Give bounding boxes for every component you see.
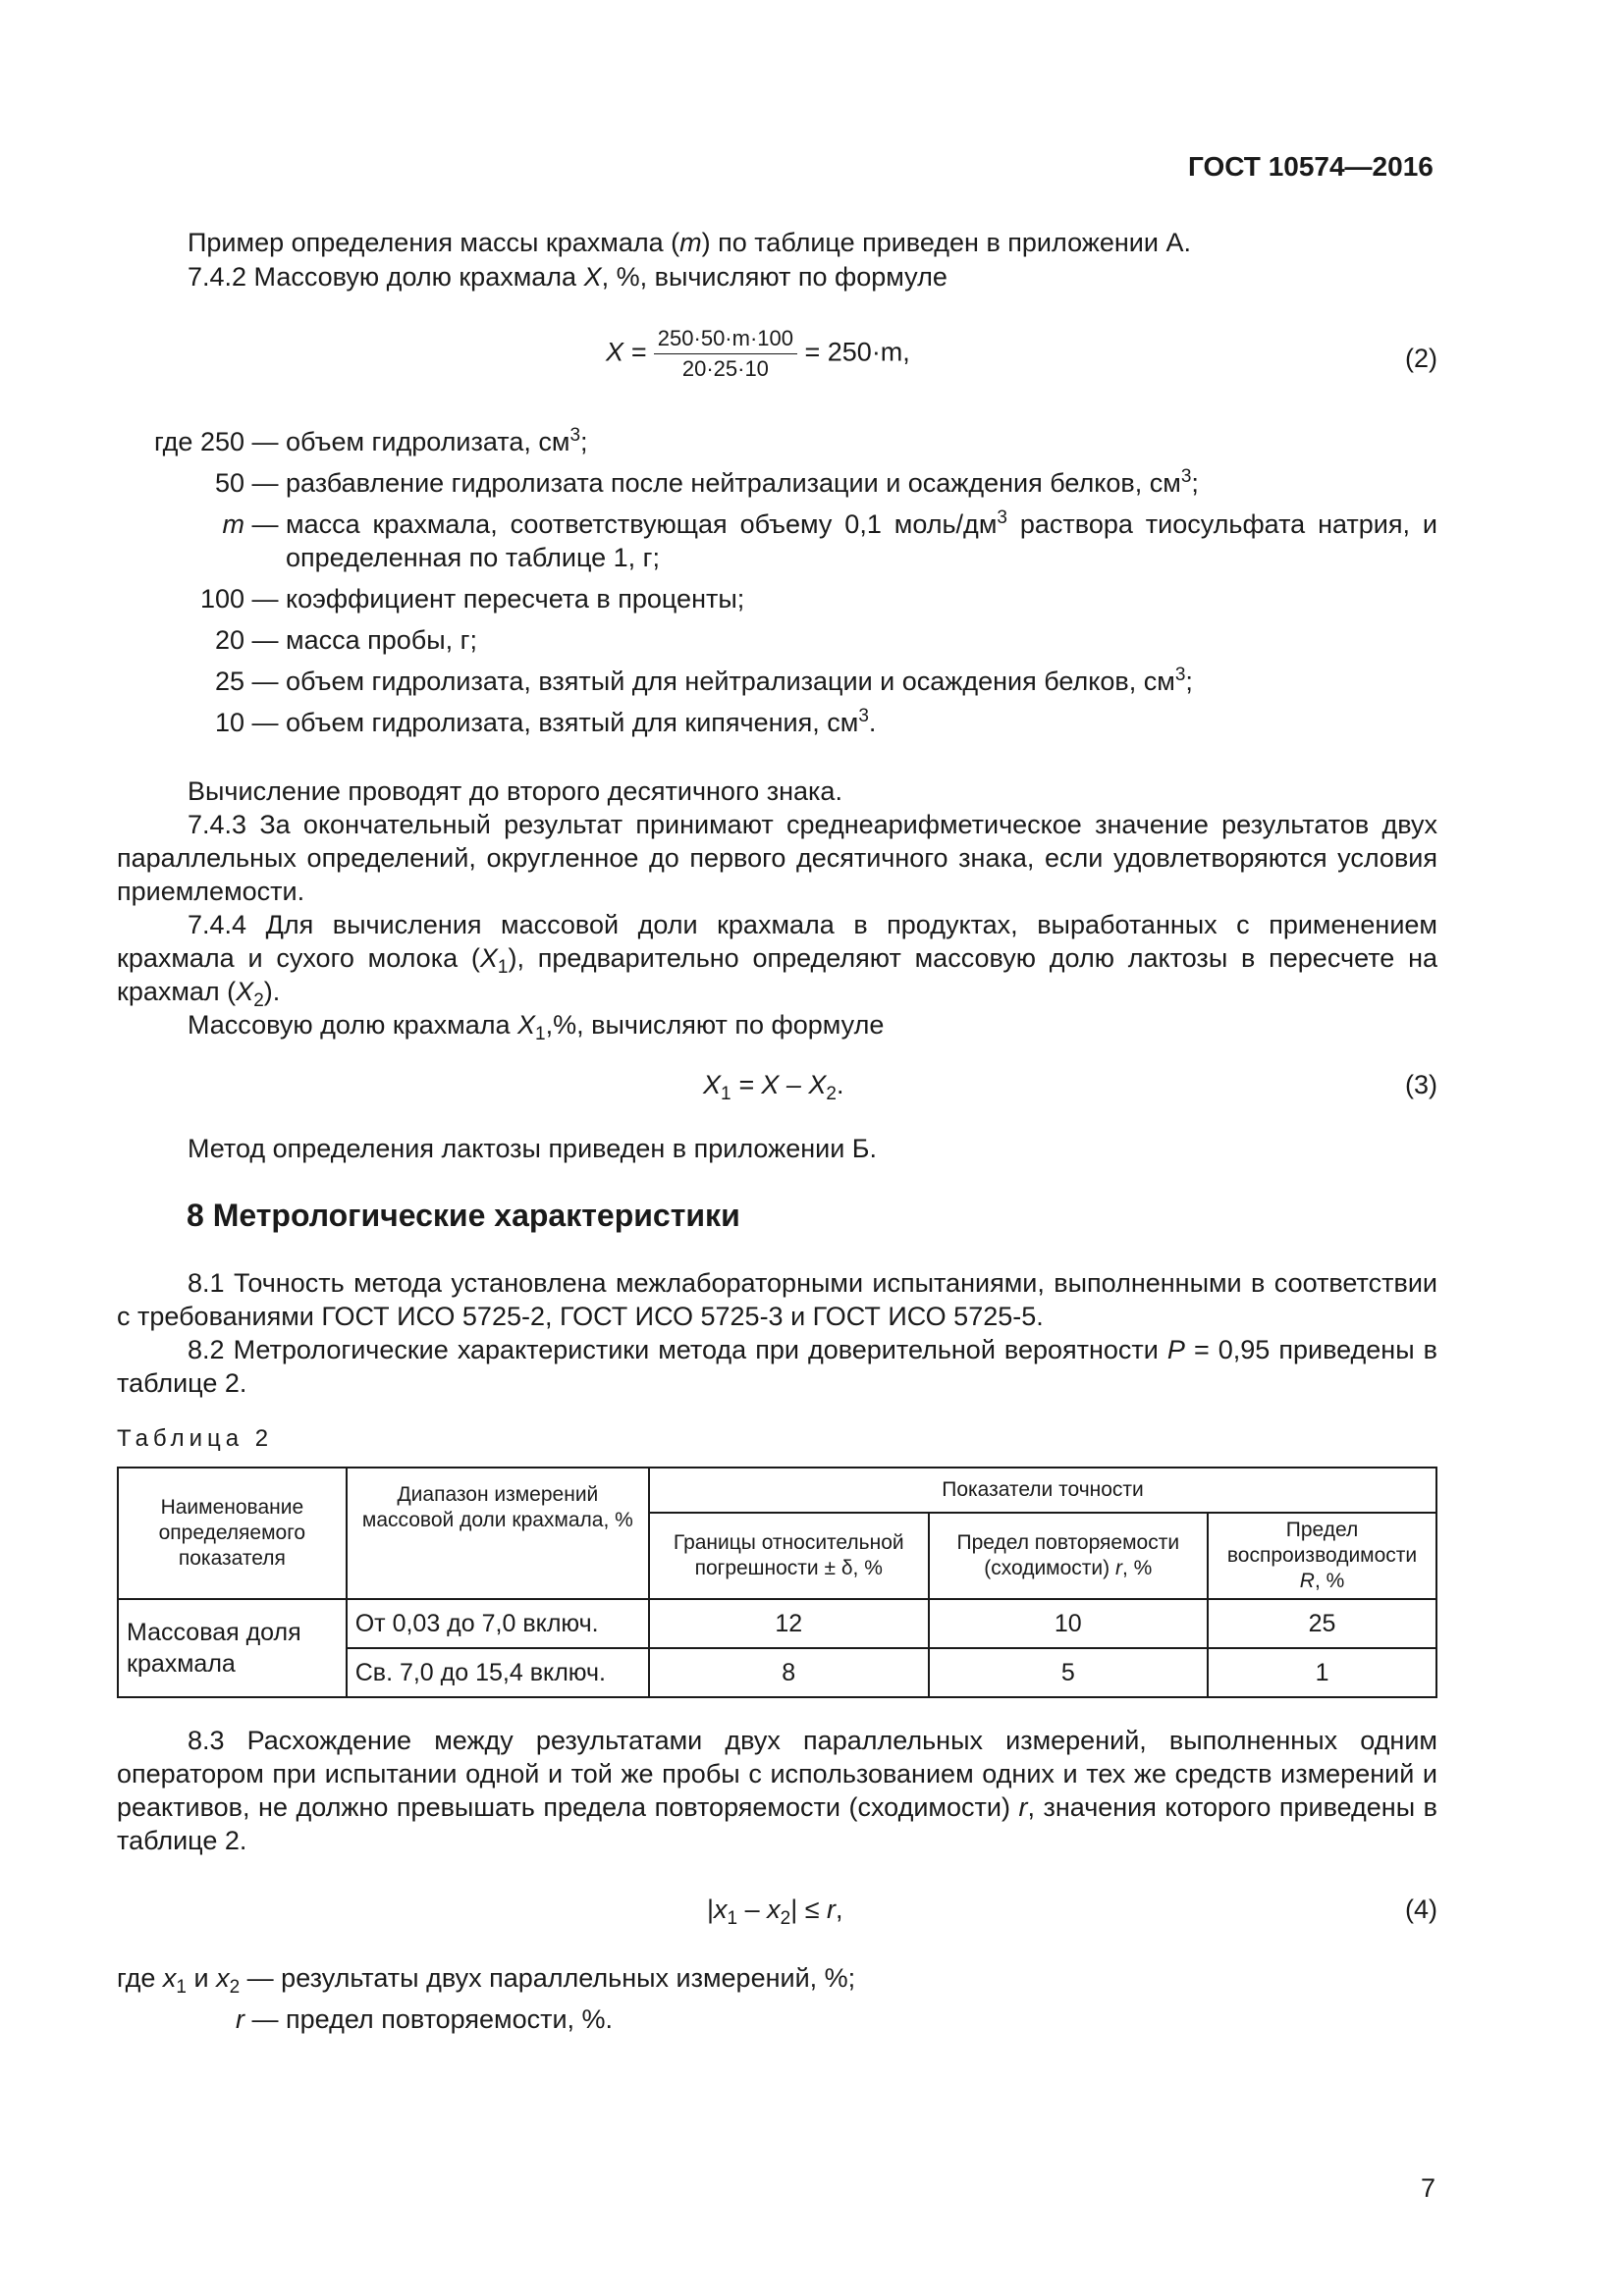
page-number: 7 [1421,2173,1436,2203]
calc-note: Вычисление проводят до второго десятичного знака. [188,776,842,806]
formula-2-number: (2) [1405,344,1437,373]
formula-3-number: (3) [1405,1070,1437,1099]
section-8-title: 8 Метрологические характеристики [187,1198,740,1233]
table-cell-R: 25 [1208,1599,1436,1648]
table-head-accuracy: Показатели точности [649,1468,1436,1513]
lactose-note: Метод определения лактозы приведен в приложении Б. [188,1134,878,1163]
formula-4: $|x_1 - x_2| \le r$, [707,1895,843,1929]
legend-row: 20 — масса пробы, г; [214,625,477,655]
paragraph-8-3: 8.3 Расхождение между результатами двух параллельных измерений, выполненных одним оператором при испытании одной и той же пробы с использованием одних и тех же средств измерений и реактивов, не должно превышать предела повторяемости (сходимости) r, значения которого приведены в таблице 2. [117,1726,1437,1855]
formula-4-number: (4) [1405,1895,1437,1924]
table-2-label: Таблица 2 [117,1425,274,1452]
table-cell-delta: 12 [649,1599,929,1648]
table-cell-range: Св. 7,0 до 15,4 включ. [347,1648,649,1697]
document-header: ГОСТ 10574—2016 [1188,151,1434,182]
table-cell-delta: 8 [649,1648,929,1697]
table-head-indicator: Наименование определяемого показателя [118,1468,347,1599]
table-head-range: Диапазон измерений массовой доли крахмала, % [347,1468,649,1599]
table-cell-R: 1 [1208,1648,1436,1697]
table-head-reproducibility: Предел воспроизводимости R, % [1208,1513,1436,1599]
legend-row: 10 — объем гидролизата, взятый для кипячения, $см^3$. [214,706,877,737]
paragraph-8-2: 8.2 Метрологические характеристики метода при доверительной вероятности P = 0,95 приведены в таблице 2. [117,1335,1438,1398]
table-2 [117,1467,1437,1698]
legend-row: 100 — коэффициент пересчета в проценты; [199,584,745,614]
table-cell-range: От 0,03 до 7,0 включ. [347,1599,649,1648]
formula-4-legend-2: r — предел повторяемости, %. [236,2004,614,2034]
paragraph-7-4-4: 7.4.4 Для вычисления массовой доли крахмала в продуктах, выработанных с применением крахмала и сухого молока $(X_1)$, предварительно определяют массовую долю лактозы в пересчете на крахмал $(X_2)$. [117,910,1437,1011]
formula-2-legend [117,425,1437,747]
legend-row: m — масса крахмала, соответствующая объему 0,1 моль/$дм^3$ раствора тиосульфата натрия, и определенная по таблице 1, г; [222,507,1437,572]
legend-row: где 250 — объем гидролизата, $см^3$; [154,425,588,456]
paragraph-8-1: 8.1 Точность метода установлена межлабораторными испытаниями, выполненными в соответствии с требованиями ГОСТ ИСО 5725-2, ГОСТ ИСО 5725-3 и ГОСТ ИСО 5725-5. [117,1268,1437,1331]
formula-2: X = $\frac{250\cdot 50\cdot m\cdot 100}{20\cdot 25\cdot 10}$ = 250·m, [606,324,910,384]
legend-row: 25 — объем гидролизата, взятый для нейтрализации и осаждения белков, $см^3$; [214,665,1193,696]
table-head-delta: Границы относительной погрешности ± δ, % [649,1513,929,1599]
paragraph-7-4-3: 7.4.3 За окончательный результат принимают среднеарифметическое значение результатов двух параллельных определений, округленное до первого десятичного знака, если удовлетворяются условия приемлемости. [117,810,1437,906]
table-cell-r: 5 [929,1648,1209,1697]
table-head-repeatability: Предел повторяемости (сходимости) r, % [929,1513,1209,1599]
formula-2-fraction: $\frac{250\cdot 50\cdot m\cdot 100}{20\cdot 25\cdot 10}$ [654,324,797,384]
table-cell-indicator: Массовая доля крахмала [118,1599,347,1697]
formula-3: $X_1 = X - X_2$. [703,1070,844,1104]
legend-row: 50 — разбавление гидролизата после нейтрализации и осаждения белков, $см^3$; [214,466,1199,498]
table-cell-r: 10 [929,1599,1209,1648]
formula-4-legend-1: где $x_1$ и $x_2$ — результаты двух параллельных измерений, %; [117,1963,856,1998]
formula-3-intro: Массовую долю крахмала $X_1,\%$, вычисляют по формуле [188,1010,885,1044]
paragraph-7-4-2: 7.4.2 Массовую долю крахмала X, %, вычисляют по формуле [188,262,947,292]
table-row [118,1599,1436,1648]
example-paragraph: Пример определения массы крахмала (m) по таблице приведен в приложении А. [188,228,1191,257]
